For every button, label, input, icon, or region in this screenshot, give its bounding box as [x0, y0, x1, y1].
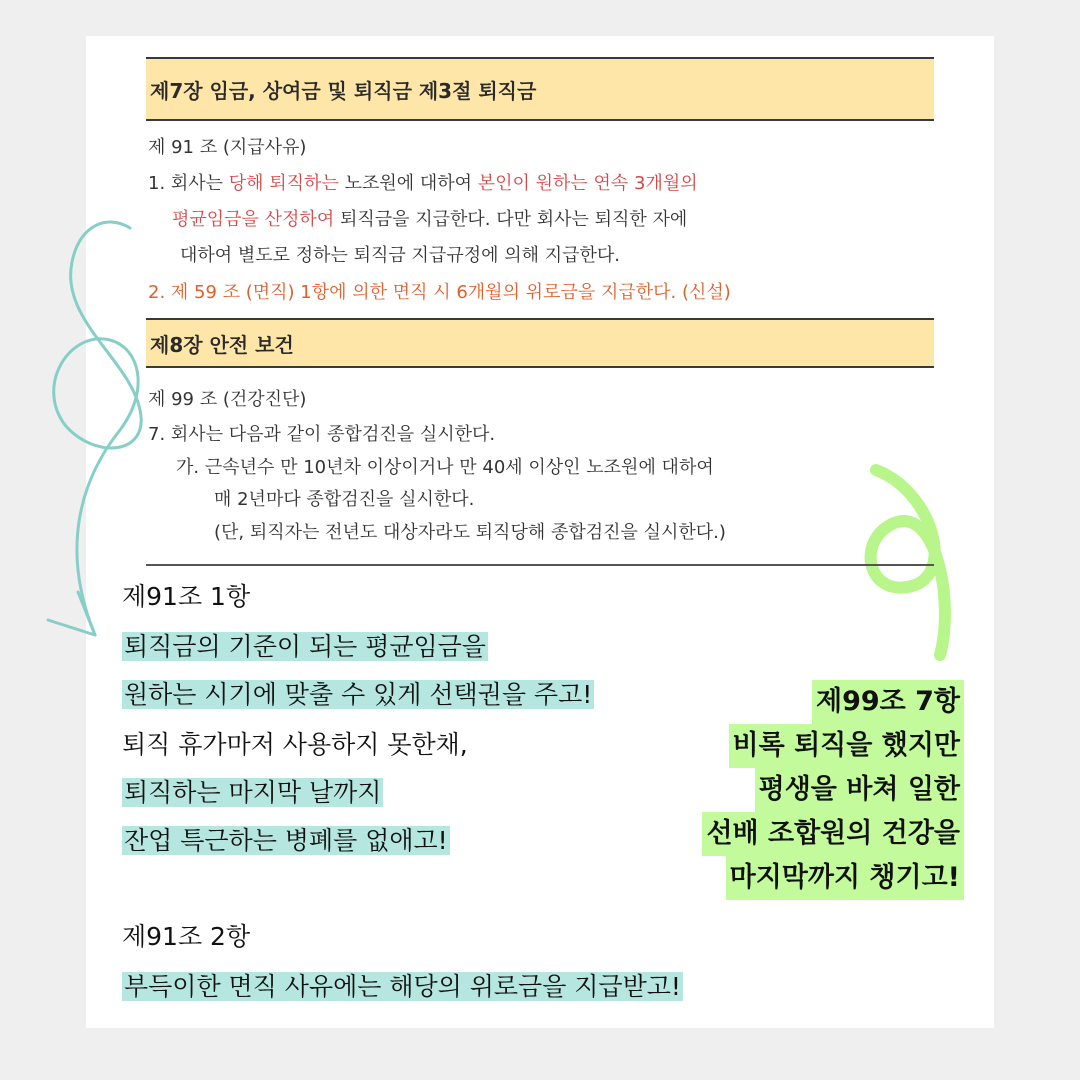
article99-sub-line2: 매 2년마다 종합검진을 실시한다.: [214, 489, 475, 510]
article91-item1-line3: 대하여 별도로 정하는 퇴직금 지급규정에 의해 지급한다.: [180, 245, 620, 266]
right-comment-block: [702, 680, 964, 900]
article91-item1-line1: 1. 회사는 당해 퇴직하는 노조원에 대하여 본인이 원하는 연속 3개월의: [148, 173, 698, 194]
comment-line-3: 퇴직 휴가마저 사용하지 못한채,: [122, 730, 468, 759]
article91-item1-line2: 평균임금을 산정하여 퇴직금을 지급한다. 다만 회사는 퇴직한 자에: [172, 209, 688, 230]
article99-item7: 7. 회사는 다음과 같이 종합검진을 실시한다.: [148, 424, 496, 445]
right-line-1: 제99조 7항: [702, 680, 964, 724]
article91-title: 제 91 조 (지급사유): [148, 137, 307, 158]
chapter7-heading: [146, 57, 934, 121]
article99-sub-line3: (단, 퇴직자는 전년도 대상자라도 퇴직당해 종합검진을 실시한다.): [214, 522, 726, 543]
article99-sub-line1: 가. 근속년수 만 10년차 이상이거나 만 40세 이상인 노조원에 대하여: [176, 457, 714, 478]
comment-line-2: 원하는 시기에 맞출 수 있게 선택권을 주고!: [124, 680, 593, 709]
section-divider: [146, 564, 934, 566]
article99-title: 제 99 조 (건강진단): [148, 389, 307, 410]
right-line-3: 평생을 바쳐 일한: [702, 768, 964, 812]
green-swirl-icon: [871, 470, 945, 655]
label-91-1: 제91조 1항: [122, 582, 251, 611]
teal-curl-arrow-icon: [48, 222, 141, 635]
article91-item2: 2. 제 59 조 (면직) 1항에 의한 면직 시 6개월의 위로금을 지급한다. (신설): [148, 282, 731, 303]
comment-line-1: 퇴직금의 기준이 되는 평균임금을: [124, 632, 486, 661]
chapter8-heading-text: 제8장 안전 보건: [150, 332, 294, 357]
right-line-5: 마지막까지 챙기고!: [702, 856, 964, 900]
label-91-2: 제91조 2항: [122, 922, 251, 951]
comment-line-5: 잔업 특근하는 병폐를 없애고!: [124, 826, 448, 855]
comment-line-6: 부득이한 면직 사유에는 해당의 위로금을 지급받고!: [124, 972, 681, 1001]
right-line-2: 비록 퇴직을 했지만: [702, 724, 964, 768]
chapter7-heading-text: 제7장 임금, 상여금 및 퇴직금 제3절 퇴직금: [150, 78, 537, 103]
comment-line-4: 퇴직하는 마지막 날까지: [124, 778, 382, 807]
chapter8-heading: [146, 318, 934, 368]
right-line-4: 선배 조합원의 건강을: [702, 812, 964, 856]
